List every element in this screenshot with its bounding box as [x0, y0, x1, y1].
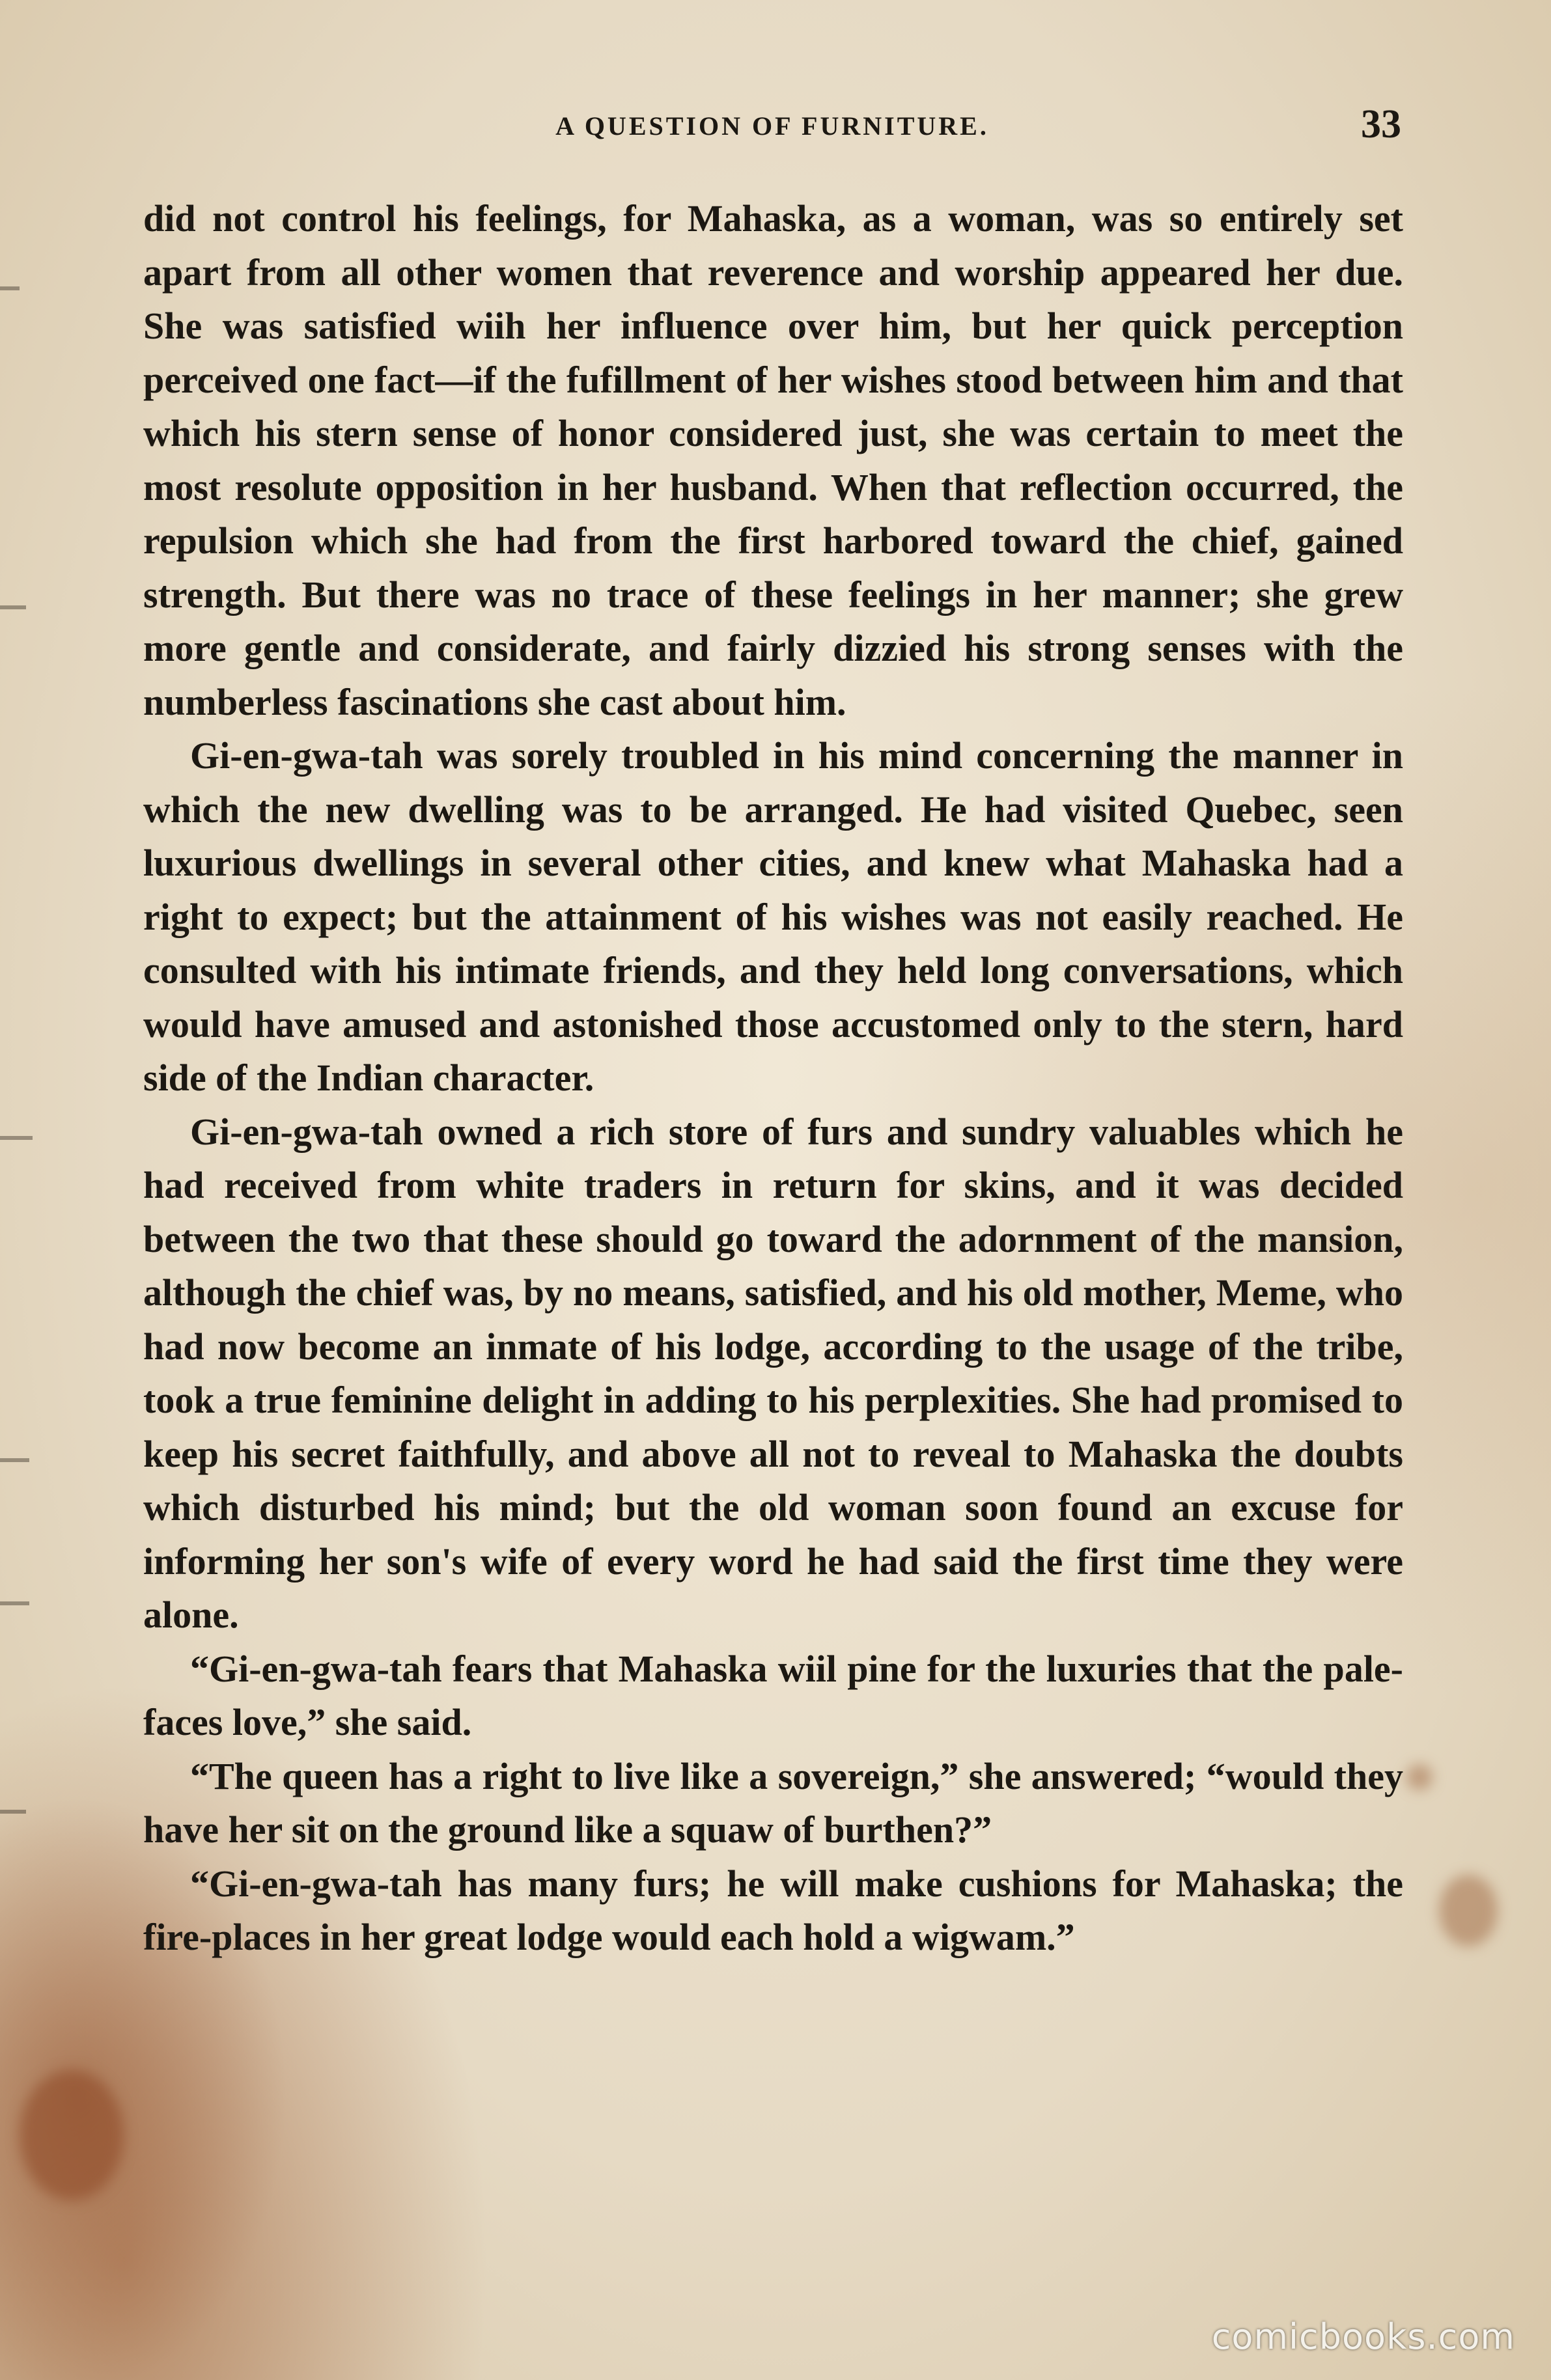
- page-edge-mark: [0, 1810, 26, 1814]
- dialogue-paragraph: “The queen has a right to live like a sovereign,” she answered; “would they have her sit on the ground like a squaw of burthen?”: [143, 1754, 1403, 1851]
- dialogue-paragraph: “Gi-en-gwa-tah has many furs; he will make cushions for Mahaska; the fire-places in her great lodge would each hold a wigwam.”: [143, 1862, 1403, 1958]
- page-edge-mark: [0, 286, 20, 290]
- page-edge-mark: [0, 1458, 29, 1462]
- page-header: [143, 98, 1401, 156]
- page-number: 33: [1361, 102, 1401, 146]
- page-edge-mark: [0, 1136, 33, 1140]
- dialogue-paragraph: “Gi-en-gwa-tah fears that Mahaska wiil pine for the luxuries that the pale-faces love,” she said.: [143, 1647, 1403, 1743]
- paragraph: did not control his feelings, for Mahaska, as a woman, was so entirely set apart from all other women that reverence and worship appeared her due. She was satisfied wiih her influence over him, but her quick perception perceived one fact—if the fufillment of her wishes stood between him and that which his stern sense of honor considered just, she was certain to meet the most resolute opposition in her husband. When that reflection occurred, the repulsion which she had from the first harbored toward the chief, gained strength. But there was no trace of these feelings in her manner; she grew more gentle and considerate, and fairly dizzied his strong senses with the numberless fascinations she cast about him.: [143, 197, 1403, 723]
- foxing-stain: [1406, 1764, 1432, 1790]
- paragraph: Gi-en-gwa-tah owned a rich store of furs and sundry valuables which he had received from white traders in return for skins, and it was decided between the two that these should go toward the adornment of the mansion, although the chief was, by no means, satisfied, and his old mother, Meme, who had now become an inmate of his lodge, according to the usage of the tribe, took a true feminine delight in adding to his perplexities. She had promised to keep his secret faithfully, and above all not to reveal to Mahaska the doubts which disturbed his mind; but the old woman soon found an excuse for informing her son's wife of every word he had said the first time they were alone.: [143, 1110, 1403, 1636]
- paragraph: Gi-en-gwa-tah was sorely troubled in his mind concerning the manner in which the new dwelling was to be arranged. He had visited Quebec, seen luxurious dwellings in several other cities, and knew what Mahaska had a right to expect; but the attainment of his wishes was not easily reached. He consulted with his intimate friends, and they held long conversations, which would have amused and astonished those accustomed only to the stern, hard side of the Indian character.: [143, 734, 1403, 1099]
- page-edge-mark: [0, 605, 26, 609]
- watermark: comicbooks.com: [1211, 2316, 1515, 2357]
- page-edge-mark: [0, 1601, 29, 1605]
- foxing-stain: [20, 2070, 124, 2200]
- foxing-stain: [1439, 1875, 1498, 1946]
- running-head: A QUESTION OF FURNITURE.: [555, 111, 989, 141]
- body-text: [143, 192, 1403, 1965]
